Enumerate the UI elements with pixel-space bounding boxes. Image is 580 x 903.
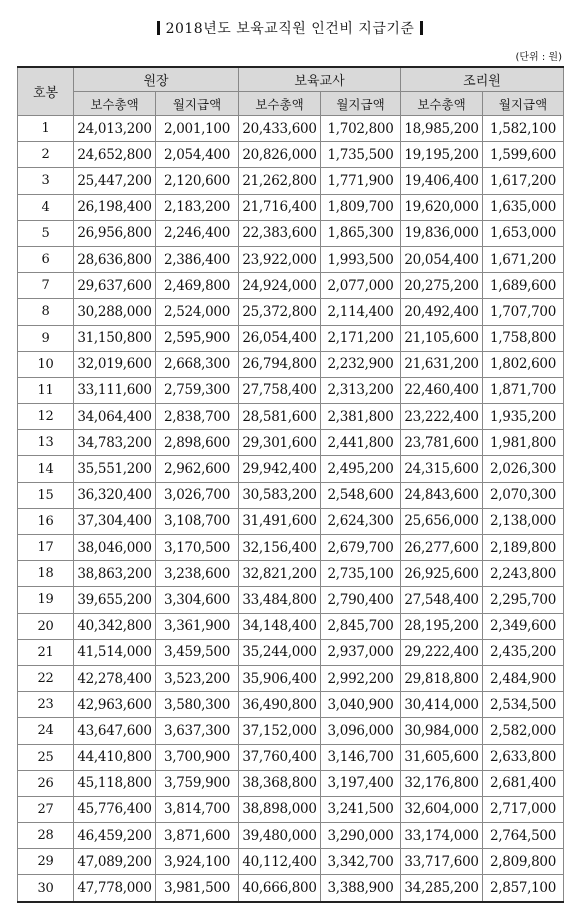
- cook-monthly-cell: 2,189,800: [483, 535, 564, 561]
- teacher-monthly-cell: 2,735,100: [321, 561, 401, 587]
- table-row: [18, 299, 564, 325]
- director-monthly-cell: 3,238,600: [156, 561, 239, 587]
- cook-monthly-cell: 2,764,500: [483, 823, 564, 849]
- cook-annual-cell: 33,174,000: [401, 823, 483, 849]
- teacher-annual-cell: 20,826,000: [239, 142, 321, 168]
- cook-annual-cell: 22,460,400: [401, 377, 483, 403]
- director-monthly-cell: 2,524,000: [156, 299, 239, 325]
- step-cell: 30: [18, 875, 74, 902]
- director-annual-cell: 45,776,400: [74, 796, 156, 822]
- cook-monthly-cell: 2,138,000: [483, 508, 564, 534]
- teacher-annual-cell: 25,372,800: [239, 299, 321, 325]
- step-cell: 26: [18, 770, 74, 796]
- table-row: [18, 561, 564, 587]
- cook-annual-cell: 32,604,000: [401, 796, 483, 822]
- director-monthly-cell: 2,962,600: [156, 456, 239, 482]
- cook-annual-cell: 27,548,400: [401, 587, 483, 613]
- teacher-monthly-cell: 1,809,700: [321, 194, 401, 220]
- teacher-monthly-cell: 3,342,700: [321, 849, 401, 875]
- title-text: 2018년도 보육교직원 인건비 지급기준: [165, 21, 415, 37]
- teacher-monthly-cell: 3,040,900: [321, 692, 401, 718]
- cook-annual-cell: 30,414,000: [401, 692, 483, 718]
- teacher-annual-cell: 22,383,600: [239, 220, 321, 246]
- teacher-monthly-cell: 2,679,700: [321, 535, 401, 561]
- director-annual-cell: 42,963,600: [74, 692, 156, 718]
- header-group-teacher: 보육교사: [239, 67, 401, 92]
- step-cell: 11: [18, 377, 74, 403]
- step-cell: 19: [18, 587, 74, 613]
- director-monthly-cell: 2,120,600: [156, 168, 239, 194]
- teacher-annual-cell: 34,148,400: [239, 613, 321, 639]
- table-row: [18, 508, 564, 534]
- teacher-annual-cell: 30,583,200: [239, 482, 321, 508]
- title-bar-right: [420, 21, 423, 35]
- cook-annual-cell: 28,195,200: [401, 613, 483, 639]
- cook-monthly-cell: 2,633,800: [483, 744, 564, 770]
- director-annual-cell: 40,342,800: [74, 613, 156, 639]
- step-cell: 18: [18, 561, 74, 587]
- teacher-monthly-cell: 1,993,500: [321, 246, 401, 272]
- director-monthly-cell: 2,001,100: [156, 116, 239, 142]
- cook-annual-cell: 31,605,600: [401, 744, 483, 770]
- director-annual-cell: 29,637,600: [74, 273, 156, 299]
- step-cell: 4: [18, 194, 74, 220]
- cook-annual-cell: 18,985,200: [401, 116, 483, 142]
- table-row: [18, 430, 564, 456]
- teacher-monthly-cell: 2,548,600: [321, 482, 401, 508]
- teacher-annual-cell: 38,898,000: [239, 796, 321, 822]
- table-row: [18, 456, 564, 482]
- table-row: [18, 168, 564, 194]
- header-teacher-monthly: 월지급액: [321, 92, 401, 116]
- director-annual-cell: 30,288,000: [74, 299, 156, 325]
- teacher-annual-cell: 35,906,400: [239, 665, 321, 691]
- step-cell: 27: [18, 796, 74, 822]
- step-cell: 29: [18, 849, 74, 875]
- teacher-monthly-cell: 2,171,200: [321, 325, 401, 351]
- cook-monthly-cell: 1,617,200: [483, 168, 564, 194]
- cook-annual-cell: 20,054,400: [401, 246, 483, 272]
- cook-monthly-cell: 1,671,200: [483, 246, 564, 272]
- step-cell: 5: [18, 220, 74, 246]
- table-header: [18, 67, 564, 116]
- teacher-annual-cell: 40,666,800: [239, 875, 321, 902]
- header-group-cook: 조리원: [401, 67, 564, 92]
- table-row: [18, 482, 564, 508]
- table-row: [18, 613, 564, 639]
- step-cell: 28: [18, 823, 74, 849]
- cook-annual-cell: 30,984,000: [401, 718, 483, 744]
- teacher-annual-cell: 32,156,400: [239, 535, 321, 561]
- teacher-annual-cell: 21,262,800: [239, 168, 321, 194]
- table-row: [18, 351, 564, 377]
- step-cell: 8: [18, 299, 74, 325]
- cook-monthly-cell: 2,582,000: [483, 718, 564, 744]
- teacher-monthly-cell: 2,381,800: [321, 404, 401, 430]
- step-cell: 10: [18, 351, 74, 377]
- cook-annual-cell: 19,195,200: [401, 142, 483, 168]
- teacher-annual-cell: 24,924,000: [239, 273, 321, 299]
- director-monthly-cell: 3,580,300: [156, 692, 239, 718]
- step-cell: 17: [18, 535, 74, 561]
- cook-monthly-cell: 2,026,300: [483, 456, 564, 482]
- director-annual-cell: 34,783,200: [74, 430, 156, 456]
- cook-monthly-cell: 1,981,800: [483, 430, 564, 456]
- director-annual-cell: 26,956,800: [74, 220, 156, 246]
- director-monthly-cell: 3,700,900: [156, 744, 239, 770]
- cook-annual-cell: 19,406,400: [401, 168, 483, 194]
- director-annual-cell: 28,636,800: [74, 246, 156, 272]
- director-annual-cell: 34,064,400: [74, 404, 156, 430]
- cook-annual-cell: 29,222,400: [401, 639, 483, 665]
- teacher-annual-cell: 37,152,000: [239, 718, 321, 744]
- step-cell: 3: [18, 168, 74, 194]
- table-row: [18, 796, 564, 822]
- teacher-monthly-cell: 3,096,000: [321, 718, 401, 744]
- step-cell: 16: [18, 508, 74, 534]
- step-cell: 6: [18, 246, 74, 272]
- step-cell: 21: [18, 639, 74, 665]
- table-row: [18, 823, 564, 849]
- director-annual-cell: 32,019,600: [74, 351, 156, 377]
- document-title: [0, 18, 580, 38]
- teacher-monthly-cell: 3,241,500: [321, 796, 401, 822]
- director-annual-cell: 33,111,600: [74, 377, 156, 403]
- step-cell: 12: [18, 404, 74, 430]
- cook-monthly-cell: 2,295,700: [483, 587, 564, 613]
- teacher-monthly-cell: 2,232,900: [321, 351, 401, 377]
- cook-monthly-cell: 2,534,500: [483, 692, 564, 718]
- step-cell: 9: [18, 325, 74, 351]
- cook-monthly-cell: 1,599,600: [483, 142, 564, 168]
- cook-monthly-cell: 1,758,800: [483, 325, 564, 351]
- cook-monthly-cell: 1,802,600: [483, 351, 564, 377]
- teacher-monthly-cell: 2,313,200: [321, 377, 401, 403]
- table-row: [18, 142, 564, 168]
- director-annual-cell: 26,198,400: [74, 194, 156, 220]
- cook-annual-cell: 23,781,600: [401, 430, 483, 456]
- cook-annual-cell: 33,717,600: [401, 849, 483, 875]
- teacher-annual-cell: 32,821,200: [239, 561, 321, 587]
- table-body: [18, 116, 564, 902]
- table-row: [18, 246, 564, 272]
- cook-monthly-cell: 2,717,000: [483, 796, 564, 822]
- step-cell: 2: [18, 142, 74, 168]
- director-monthly-cell: 2,469,800: [156, 273, 239, 299]
- cook-annual-cell: 24,315,600: [401, 456, 483, 482]
- cook-monthly-cell: 2,809,800: [483, 849, 564, 875]
- table-row: [18, 744, 564, 770]
- teacher-monthly-cell: 3,146,700: [321, 744, 401, 770]
- table-row: [18, 116, 564, 142]
- header-row-groups: [18, 67, 564, 92]
- title-bar-left: [157, 21, 160, 35]
- cook-monthly-cell: 1,582,100: [483, 116, 564, 142]
- table-row: [18, 273, 564, 299]
- teacher-annual-cell: 37,760,400: [239, 744, 321, 770]
- step-cell: 1: [18, 116, 74, 142]
- director-annual-cell: 38,863,200: [74, 561, 156, 587]
- teacher-monthly-cell: 2,624,300: [321, 508, 401, 534]
- teacher-monthly-cell: 3,388,900: [321, 875, 401, 902]
- cook-annual-cell: 29,818,800: [401, 665, 483, 691]
- table-row: [18, 220, 564, 246]
- table-row: [18, 665, 564, 691]
- director-monthly-cell: 2,246,400: [156, 220, 239, 246]
- teacher-monthly-cell: 3,197,400: [321, 770, 401, 796]
- cook-monthly-cell: 2,070,300: [483, 482, 564, 508]
- cook-monthly-cell: 2,681,400: [483, 770, 564, 796]
- step-cell: 23: [18, 692, 74, 718]
- director-monthly-cell: 3,637,300: [156, 718, 239, 744]
- header-director-monthly: 월지급액: [156, 92, 239, 116]
- table-row: [18, 535, 564, 561]
- step-cell: 22: [18, 665, 74, 691]
- director-monthly-cell: 3,026,700: [156, 482, 239, 508]
- director-monthly-cell: 3,108,700: [156, 508, 239, 534]
- step-cell: 13: [18, 430, 74, 456]
- header-group-director: 원장: [74, 67, 239, 92]
- unit-note: (단위 : 원): [515, 52, 562, 63]
- director-annual-cell: 37,304,400: [74, 508, 156, 534]
- step-cell: 15: [18, 482, 74, 508]
- teacher-annual-cell: 31,491,600: [239, 508, 321, 534]
- director-monthly-cell: 3,304,600: [156, 587, 239, 613]
- director-monthly-cell: 3,459,500: [156, 639, 239, 665]
- cook-annual-cell: 19,620,000: [401, 194, 483, 220]
- director-monthly-cell: 3,523,200: [156, 665, 239, 691]
- director-annual-cell: 25,447,200: [74, 168, 156, 194]
- cook-monthly-cell: 1,935,200: [483, 404, 564, 430]
- cook-annual-cell: 26,925,600: [401, 561, 483, 587]
- teacher-monthly-cell: 1,735,500: [321, 142, 401, 168]
- teacher-annual-cell: 26,794,800: [239, 351, 321, 377]
- header-cook-annual: 보수총액: [401, 92, 483, 116]
- step-cell: 25: [18, 744, 74, 770]
- step-cell: 7: [18, 273, 74, 299]
- salary-table: [17, 66, 564, 903]
- director-monthly-cell: 2,759,300: [156, 377, 239, 403]
- header-step: 호봉: [18, 67, 74, 116]
- director-annual-cell: 45,118,800: [74, 770, 156, 796]
- director-annual-cell: 47,089,200: [74, 849, 156, 875]
- director-monthly-cell: 3,871,600: [156, 823, 239, 849]
- header-director-annual: 보수총액: [74, 92, 156, 116]
- director-annual-cell: 24,652,800: [74, 142, 156, 168]
- teacher-monthly-cell: 2,992,200: [321, 665, 401, 691]
- cook-monthly-cell: 2,435,200: [483, 639, 564, 665]
- cook-monthly-cell: 1,871,700: [483, 377, 564, 403]
- teacher-annual-cell: 40,112,400: [239, 849, 321, 875]
- director-monthly-cell: 3,759,900: [156, 770, 239, 796]
- director-annual-cell: 36,320,400: [74, 482, 156, 508]
- cook-annual-cell: 34,285,200: [401, 875, 483, 902]
- header-cook-monthly: 월지급액: [483, 92, 564, 116]
- director-monthly-cell: 3,924,100: [156, 849, 239, 875]
- director-annual-cell: 24,013,200: [74, 116, 156, 142]
- cook-monthly-cell: 1,689,600: [483, 273, 564, 299]
- cook-annual-cell: 26,277,600: [401, 535, 483, 561]
- table-row: [18, 718, 564, 744]
- teacher-annual-cell: 26,054,400: [239, 325, 321, 351]
- table-row: [18, 849, 564, 875]
- director-annual-cell: 44,410,800: [74, 744, 156, 770]
- teacher-monthly-cell: 2,077,000: [321, 273, 401, 299]
- director-annual-cell: 35,551,200: [74, 456, 156, 482]
- teacher-annual-cell: 28,581,600: [239, 404, 321, 430]
- teacher-monthly-cell: 3,290,000: [321, 823, 401, 849]
- teacher-annual-cell: 23,922,000: [239, 246, 321, 272]
- cook-annual-cell: 21,105,600: [401, 325, 483, 351]
- cook-monthly-cell: 2,857,100: [483, 875, 564, 902]
- teacher-monthly-cell: 2,937,000: [321, 639, 401, 665]
- director-annual-cell: 43,647,600: [74, 718, 156, 744]
- cook-monthly-cell: 2,349,600: [483, 613, 564, 639]
- director-annual-cell: 47,778,000: [74, 875, 156, 902]
- cook-annual-cell: 24,843,600: [401, 482, 483, 508]
- cook-monthly-cell: 1,635,000: [483, 194, 564, 220]
- director-monthly-cell: 3,361,900: [156, 613, 239, 639]
- cook-annual-cell: 20,275,200: [401, 273, 483, 299]
- teacher-annual-cell: 29,301,600: [239, 430, 321, 456]
- cook-annual-cell: 21,631,200: [401, 351, 483, 377]
- director-monthly-cell: 3,814,700: [156, 796, 239, 822]
- header-row-sub: [18, 92, 564, 116]
- table-row: [18, 404, 564, 430]
- director-monthly-cell: 3,981,500: [156, 875, 239, 902]
- teacher-monthly-cell: 2,114,400: [321, 299, 401, 325]
- cook-annual-cell: 19,836,000: [401, 220, 483, 246]
- director-annual-cell: 31,150,800: [74, 325, 156, 351]
- step-cell: 24: [18, 718, 74, 744]
- table-row: [18, 194, 564, 220]
- step-cell: 20: [18, 613, 74, 639]
- cook-monthly-cell: 1,707,700: [483, 299, 564, 325]
- teacher-annual-cell: 27,758,400: [239, 377, 321, 403]
- teacher-annual-cell: 33,484,800: [239, 587, 321, 613]
- teacher-annual-cell: 39,480,000: [239, 823, 321, 849]
- teacher-monthly-cell: 1,865,300: [321, 220, 401, 246]
- table-row: [18, 639, 564, 665]
- teacher-annual-cell: 21,716,400: [239, 194, 321, 220]
- teacher-monthly-cell: 1,771,900: [321, 168, 401, 194]
- step-cell: 14: [18, 456, 74, 482]
- teacher-monthly-cell: 2,441,800: [321, 430, 401, 456]
- teacher-annual-cell: 35,244,000: [239, 639, 321, 665]
- director-monthly-cell: 3,170,500: [156, 535, 239, 561]
- director-monthly-cell: 2,898,600: [156, 430, 239, 456]
- director-annual-cell: 46,459,200: [74, 823, 156, 849]
- director-monthly-cell: 2,595,900: [156, 325, 239, 351]
- cook-monthly-cell: 2,484,900: [483, 665, 564, 691]
- teacher-monthly-cell: 2,790,400: [321, 587, 401, 613]
- director-annual-cell: 41,514,000: [74, 639, 156, 665]
- cook-annual-cell: 20,492,400: [401, 299, 483, 325]
- director-annual-cell: 39,655,200: [74, 587, 156, 613]
- teacher-annual-cell: 36,490,800: [239, 692, 321, 718]
- teacher-annual-cell: 29,942,400: [239, 456, 321, 482]
- cook-annual-cell: 32,176,800: [401, 770, 483, 796]
- teacher-annual-cell: 38,368,800: [239, 770, 321, 796]
- director-monthly-cell: 2,054,400: [156, 142, 239, 168]
- table-row: [18, 770, 564, 796]
- director-monthly-cell: 2,838,700: [156, 404, 239, 430]
- teacher-monthly-cell: 2,495,200: [321, 456, 401, 482]
- cook-monthly-cell: 2,243,800: [483, 561, 564, 587]
- director-monthly-cell: 2,668,300: [156, 351, 239, 377]
- cook-annual-cell: 25,656,000: [401, 508, 483, 534]
- table-row: [18, 325, 564, 351]
- teacher-monthly-cell: 2,845,700: [321, 613, 401, 639]
- cook-monthly-cell: 1,653,000: [483, 220, 564, 246]
- header-teacher-annual: 보수총액: [239, 92, 321, 116]
- director-monthly-cell: 2,386,400: [156, 246, 239, 272]
- cook-annual-cell: 23,222,400: [401, 404, 483, 430]
- director-monthly-cell: 2,183,200: [156, 194, 239, 220]
- table-row: [18, 377, 564, 403]
- table-row: [18, 692, 564, 718]
- teacher-monthly-cell: 1,702,800: [321, 116, 401, 142]
- director-annual-cell: 42,278,400: [74, 665, 156, 691]
- table-row: [18, 587, 564, 613]
- director-annual-cell: 38,046,000: [74, 535, 156, 561]
- teacher-annual-cell: 20,433,600: [239, 116, 321, 142]
